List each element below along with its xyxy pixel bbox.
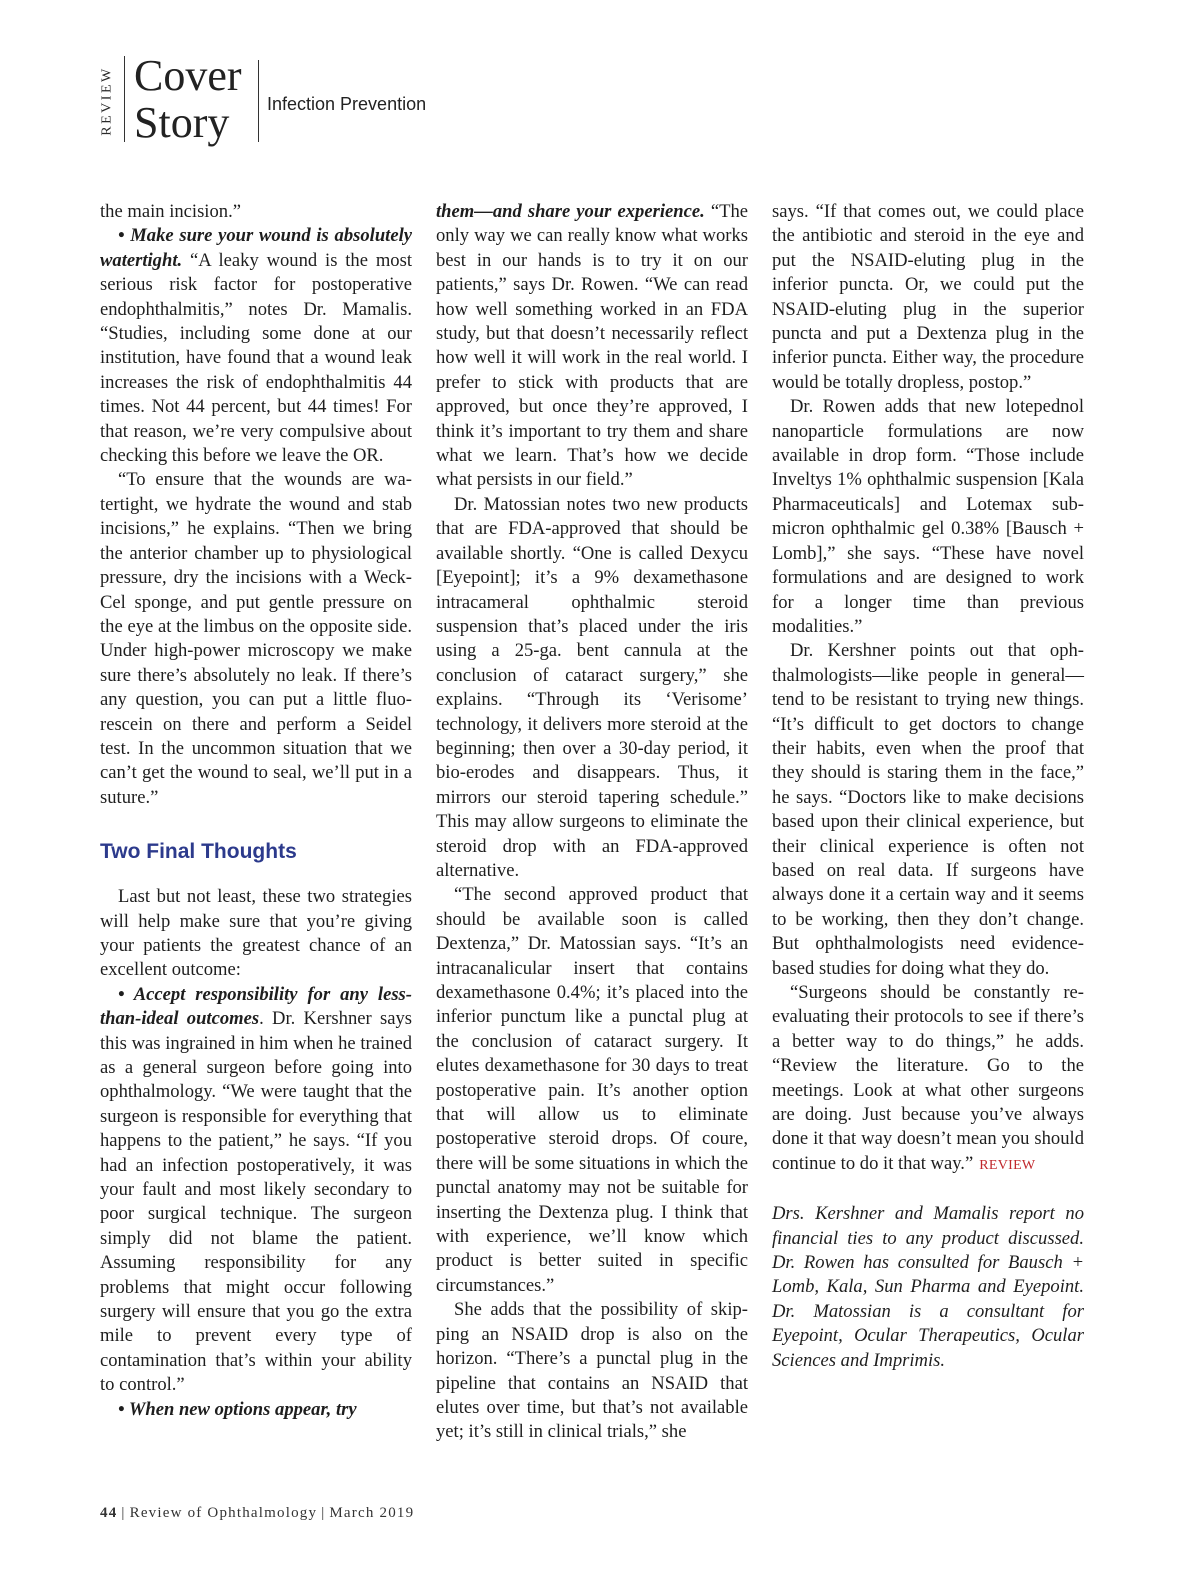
paragraph: Dr. Matossian notes two new products that are FDA-approved that should be available shortly. “One is called Dexycu [Eyepoint]; it’s a 9% dexamethasone intracameral ophthalmic steroid suspension that’s placed under the iris using a 25-ga. bent cannula at the conclusion of cataract surgery,” she explains. “Through its ‘Verisome’ technology, it delivers more steroid at the beginning; then over a 30-day period, it bio-erodes and disappears. Thus, it mirrors our steroid tapering schedule.” This may allow surgeons to eliminate the steroid drop with an FDA-approved alternative. — [436, 493, 748, 881]
review-label-text: REVIEW — [100, 66, 115, 136]
issue-date: March 2019 — [329, 1505, 415, 1521]
paragraph: “To ensure that the wounds are watertight, we hydrate the wound and stab incisions,” he explains. “Then we bring the anterior chamber up to physiological pressure, dry the incisions with a Weck-Cel sponge, and put gentle pressure on the eye at the limbus on the opposite side. Under high-power microscopy we make sure there’s absolutely no leak. If there’s any question, you can put a little fluorescein on there and perform a Seidel test. In the uncommon situation that we can’t get the wound to seal, we’ll put in a suture.” — [100, 469, 412, 808]
header-divider-left — [124, 56, 125, 142]
section-heading: Two Final Thoughts — [100, 840, 297, 864]
paragraph: She adds that the possibility of skipping an NSAID drop is also on the horizon. “There’s a punctal plug in the pipeline that contains an NSAID that elutes over time, but that’s not available yet; it’s still in clinical trials,” she — [436, 1299, 748, 1443]
paragraph: says. “If that comes out, we could place the antibiotic and steroid in the eye and put the NSAID-eluting plug in the inferior puncta. Or, we could put the NSAID-eluting plug in the superior puncta and put a Dextenza plug in the inferior puncta. Either way, the procedure would be totally dropless, postop.” — [772, 201, 1084, 393]
page-footer — [100, 1503, 414, 1523]
header-story-word: Story — [134, 98, 230, 147]
footer-separator: | — [321, 1505, 326, 1521]
review-vertical-label — [97, 58, 119, 144]
paragraph-body: “Surgeons should be constantly re-evaluating their protocols to see if there’s a better way to do things,” he adds. “Review the literature. Go to the meetings. Look at what other surgeons are doing. Just because you’ve always done it that way doesn’t mean you should continue to do it that way.” — [772, 982, 1084, 1174]
header-divider-right — [258, 60, 259, 142]
paragraph — [100, 1398, 412, 1422]
paragraph — [772, 981, 1084, 1178]
publication-name: Review of Ophthalmology — [129, 1505, 318, 1521]
paragraph-body: “A leaky wound is the most serious risk factor for postoperative endophthalmitis,” notes Dr. Mamalis. “Studies, including some done at our institution, have found that a wound leak increases the risk of endophthalmitis 44 times. Not 44 percent, but 44 times! For that reason, we’re very compulsive about checking this before we leave the OR. — [100, 249, 412, 467]
article-column-2 — [436, 200, 748, 1445]
paragraph: the main incision.” — [100, 201, 241, 222]
section-label: Infection Prevention — [267, 94, 427, 114]
disclosure-note: Drs. Kershner and Mamalis report no financial ties to any product discussed. Dr. Rowen has consulted for Bausch + Lomb, Kala, Sun Pharma and Eyepoint. Dr. Matossian is a consultant for Eyepoint, Ocular Therapeutics, Ocular Sciences and Imprimis. — [772, 1203, 1084, 1371]
paragraph: Last but not least, these two strategies will help make sure that you’re giving your patients the greatest chance of an excellent outcome: — [100, 886, 412, 981]
paragraph — [100, 224, 412, 468]
paragraph: Dr. Kershner points out that ophthalmologists—like people in general—tend to be resistant to trying new things. “It’s difficult to get doctors to change their habits, even when the proof that they should is staring them in the face,” he says. “Doctors like to make decisions based upon their clinical experience, but their clinical experience is often not based on real data. If surgeons have always done it a certain way and it seems to be working, then they don’t change. But ophthalmologists need evidence-based studies for doing what they do. — [772, 640, 1084, 979]
paragraph — [100, 983, 412, 1398]
paragraph — [436, 200, 748, 493]
paragraph-body: “The only way we can really know what works best in our hands is to try it on our patients,” says Dr. Rowen. “We can read how well something worked in an FDA study, but that doesn’t necessarily reflect how well it will work in the real world. I prefer to stick with products that are approved, but once they’re approved, I think it’s important to try them and share what we learn. That’s how we decide what persists in our field.” — [436, 201, 748, 491]
paragraph-body: . Dr. Kershner says this was ingrained in him when he trained as a general surgeon before going into ophthalmology. “We were taught that the surgeon is responsible for everything that happens to the patient,” he says. “If you had an infection postoperatively, it was your fault and most likely secondary to poor surgical technique. The surgeon simply did not blame the patient. Assuming responsibility for any problems that might occur following surgery will ensure that you go the extra mile to prevent every type of contamination that’s within your ability to control.” — [100, 1008, 413, 1396]
page-number: 44 — [100, 1505, 118, 1521]
paragraph: “The second approved product that should be available soon is called Dextenza,” Dr. Matossian says. “It’s an intracanalicular insert that contains dexamethasone 0.4%; it’s placed into the inferior punctum like a punctal plug at the conclusion of cataract surgery. It elutes dexamethasone for 30 days to treat postoperative pain. It’s another option that will allow us to eliminate postoperative steroid drops. Of coure, there will be some situations in which the punctal anatomy may not be suitable for inserting the Dextenza plug. I think that with experience, we’ll know which product is better suited in specific circumstances.” — [436, 884, 748, 1296]
article-column-3 — [772, 200, 1084, 1373]
bullet-lead: • Accept responsibility for any less-than-ideal outcomes — [100, 983, 412, 1030]
bullet-lead: • When new options appear, try — [118, 1398, 357, 1420]
bullet-lead-continued: them—and share your experience. — [436, 201, 705, 222]
end-of-article-mark: REVIEW — [979, 1157, 1036, 1173]
footer-separator: | — [121, 1505, 126, 1521]
header-cover-word: Cover — [134, 51, 242, 100]
paragraph: Dr. Rowen adds that new lotepednol nanoparticle formulations are now available in drop form. “Those include Inveltys 1% ophthalmic suspension [Kala Pharmaceuticals] and Lotemax sub-micron ophthalmic gel 0.38% [Bausch + Lomb],” she says. “These have novel formulations and are designed to work for a longer time than previous modalities.” — [772, 396, 1084, 637]
bullet-lead: • Make sure your wound is absolutely watertight. — [100, 225, 412, 271]
article-column-1 — [100, 200, 412, 1422]
